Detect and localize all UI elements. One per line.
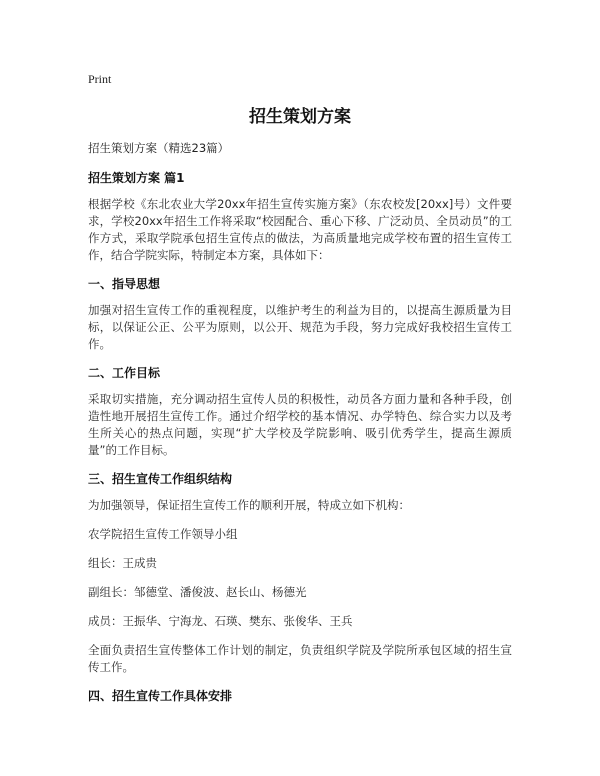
section-heading-5: 四、招生宣传工作具体安排 bbox=[88, 689, 233, 703]
section-4-paragraph-6: 全面负责招生宣传整体工作计划的制定，负责组织学院及学院所承包区域的招生宣传工作。 bbox=[88, 643, 512, 674]
section-2-paragraph-1: 加强对招生宣传工作的重视程度，以维护考生的利益为目的，以提高生源质量为目标，以保证公正、公平为原则，以公开、规范为手段，努力完成好我校招生宣传工作。 bbox=[88, 303, 512, 351]
print-label: Print bbox=[88, 72, 112, 86]
section-4-paragraph-1: 为加强领导，保证招生宣传工作的顺利开展，特成立如下机构： bbox=[88, 498, 410, 512]
section-heading-1: 招生策划方案 篇1 bbox=[88, 171, 185, 185]
section-4-paragraph-3: 组长：王成贵 bbox=[88, 556, 157, 570]
section-heading-4: 三、招生宣传工作组织结构 bbox=[88, 472, 233, 486]
section-heading-3: 二、工作目标 bbox=[88, 366, 161, 380]
section-1-paragraph-1: 根据学校《东北农业大学20xx年招生宣传实施方案》（东农校发[20xx]号）文件要求，学校20xx年招生工作将采取“校园配合、重心下移、广泛动员、全员动员”的工作方式，采取学院承包招生宣传点的做法，为高质量地完成学校布置的招生宣传工作，结合学院实际，特制定本方案，具体如下： bbox=[88, 197, 512, 262]
section-heading-2: 一、指导思想 bbox=[88, 277, 161, 291]
section-3-paragraph-1: 采取切实措施，充分调动招生宣传人员的积极性，动员各方面力量和各种手段，创造性地开展招生宣传工作。通过介绍学校的基本情况、办学特色、综合实力以及考生所关心的热点问题，实现“扩大学校及学院影响、吸引优秀学生，提高生源质量”的工作目标。 bbox=[88, 392, 512, 457]
section-4-paragraph-2: 农学院招生宣传工作领导小组 bbox=[88, 527, 238, 541]
section-4-paragraph-4: 副组长：邹德堂、潘俊波、赵长山、杨德光 bbox=[88, 585, 307, 599]
document-subtitle: 招生策划方案（精选23篇） bbox=[88, 141, 230, 155]
document-title: 招生策划方案 bbox=[249, 107, 351, 127]
section-4-paragraph-5: 成员：王振华、宁海龙、石瑛、樊东、张俊华、王兵 bbox=[88, 614, 353, 628]
